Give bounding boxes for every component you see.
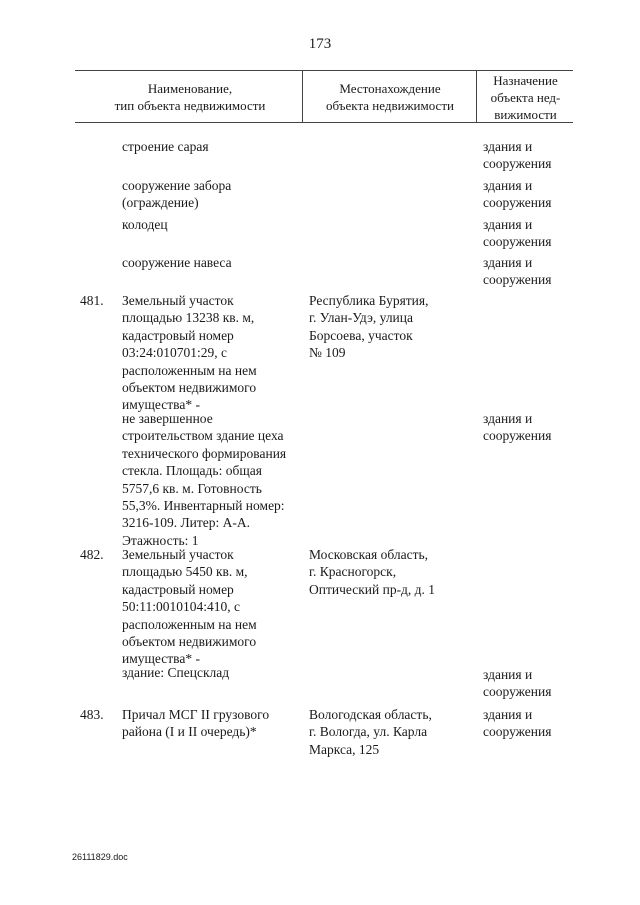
table-row-name: колодец [122,217,168,232]
table-row-name: строение сарая [122,139,209,154]
table-row-name: сооружение забора (ограждение) [122,178,232,211]
header-divider-1 [302,70,303,122]
header-name-column: Наименование, тип объекта недвижимости [114,81,266,113]
table-row-name: сооружение навеса [122,255,232,270]
table-row-location: Республика Бурятия, г. Улан-Удэ, улица Борсоева, участок № 109 [309,293,429,361]
header-purpose-column: Назначение объекта нед- вижимости [490,73,561,122]
table-row-purpose: здания и сооружения [483,411,552,444]
table-row-number: 481. [80,293,104,308]
table-row-number: 483. [80,707,104,722]
table-row-purpose: здания и сооружения [483,178,552,211]
table-row-location: Московская область, г. Красногорск, Оптический пр-д, д. 1 [309,547,436,597]
table-row-location: Вологодская область, г. Вологда, ул. Карла Маркса, 125 [309,707,432,757]
table-row-name: Причал МСГ II грузового района (I и II очередь)* [122,707,270,740]
header-top-rule [75,70,573,71]
table-row-name: не завершенное строительством здание цеха технического формирования стекла. Площадь: общая 5757,6 кв. м. Готовность 55,3%. Инвентарный номер: 3216-109. Литер: А-А. Этажность: 1 [122,411,287,548]
table-row-purpose: здания и сооружения [483,139,552,172]
table-row-purpose: здания и сооружения [483,255,552,288]
footer-filename: 26111829.doc [72,852,128,862]
table-row-purpose: здания и сооружения [483,667,552,700]
page-number: 173 [308,36,332,52]
table-row-name: Земельный участок площадью 13238 кв. м, кадастровый номер 03:24:010701:29, с расположенным на нем объектом недвижимого имущества* - [122,293,257,413]
table-row-purpose: здания и сооружения [483,217,552,250]
header-location-column: Местонахождение объекта недвижимости [326,81,454,113]
table-row-purpose: здания и сооружения [483,707,552,740]
header-divider-2 [476,70,477,122]
table-row-number: 482. [80,547,104,562]
table-row-name: здание: Спецсклад [122,665,230,680]
table-row-name: Земельный участок площадью 5450 кв. м, кадастровый номер 50:11:0010104:410, с расположенным на нем объектом недвижимого имущества* - [122,547,257,667]
